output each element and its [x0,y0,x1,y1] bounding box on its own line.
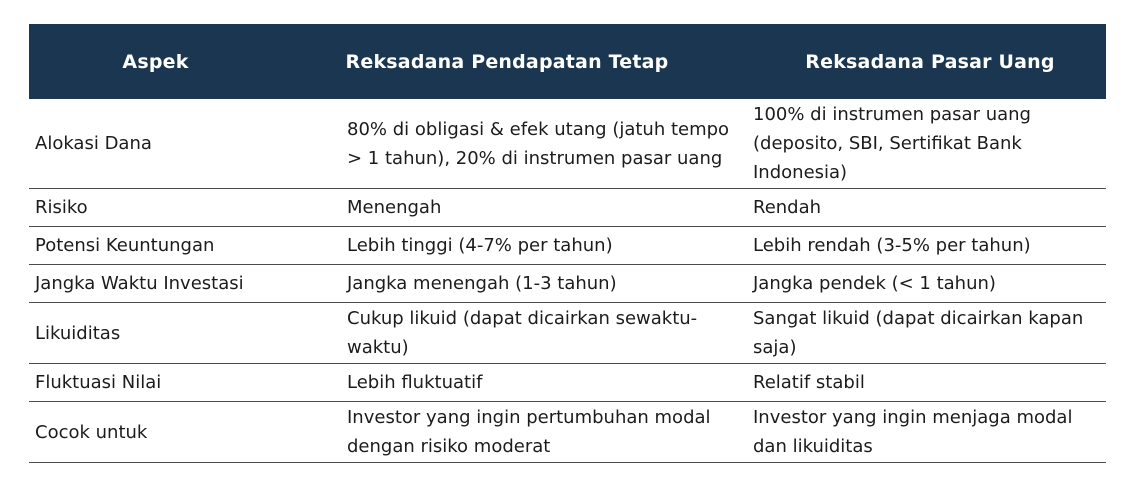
cell-aspek: Jangka Waktu Investasi [29,265,342,303]
cell-pendapatan-tetap: Investor yang ingin pertumbuhan modal dengan risiko moderat [342,402,748,463]
table-header [29,24,1106,99]
header-aspek: Aspek [29,24,342,99]
cell-pasar-uang: Sangat likuid (dapat dicairkan kapan saja) [748,303,1106,364]
table-row [29,227,1106,265]
cell-pendapatan-tetap: Lebih fluktuatif [342,364,748,402]
cell-pasar-uang: Lebih rendah (3-5% per tahun) [748,227,1106,265]
table-row [29,189,1106,227]
cell-pasar-uang: Rendah [748,189,1106,227]
comparison-table [29,24,1106,463]
table-row [29,99,1106,189]
header-reksadana-pasar-uang: Reksadana Pasar Uang [748,24,1106,99]
comparison-table-container [29,24,1106,463]
cell-pendapatan-tetap: Menengah [342,189,748,227]
cell-aspek: Likuiditas [29,303,342,364]
cell-pasar-uang: 100% di instrumen pasar uang (deposito, SBI, Sertifikat Bank Indonesia) [748,99,1106,189]
cell-aspek: Fluktuasi Nilai [29,364,342,402]
cell-pendapatan-tetap: Cukup likuid (dapat dicairkan sewaktu-waktu) [342,303,748,364]
table-row [29,402,1106,463]
table-row [29,364,1106,402]
cell-aspek: Cocok untuk [29,402,342,463]
cell-aspek: Risiko [29,189,342,227]
cell-pasar-uang: Jangka pendek (< 1 tahun) [748,265,1106,303]
table-row [29,303,1106,364]
header-reksadana-pendapatan-tetap: Reksadana Pendapatan Tetap [342,24,748,99]
cell-aspek: Potensi Keuntungan [29,227,342,265]
table-body [29,99,1106,463]
cell-aspek: Alokasi Dana [29,99,342,189]
header-row [29,24,1106,99]
cell-pasar-uang: Relatif stabil [748,364,1106,402]
cell-pasar-uang: Investor yang ingin menjaga modal dan likuiditas [748,402,1106,463]
table-row [29,265,1106,303]
cell-pendapatan-tetap: 80% di obligasi & efek utang (jatuh tempo > 1 tahun), 20% di instrumen pasar uang [342,99,748,189]
cell-pendapatan-tetap: Lebih tinggi (4-7% per tahun) [342,227,748,265]
cell-pendapatan-tetap: Jangka menengah (1-3 tahun) [342,265,748,303]
